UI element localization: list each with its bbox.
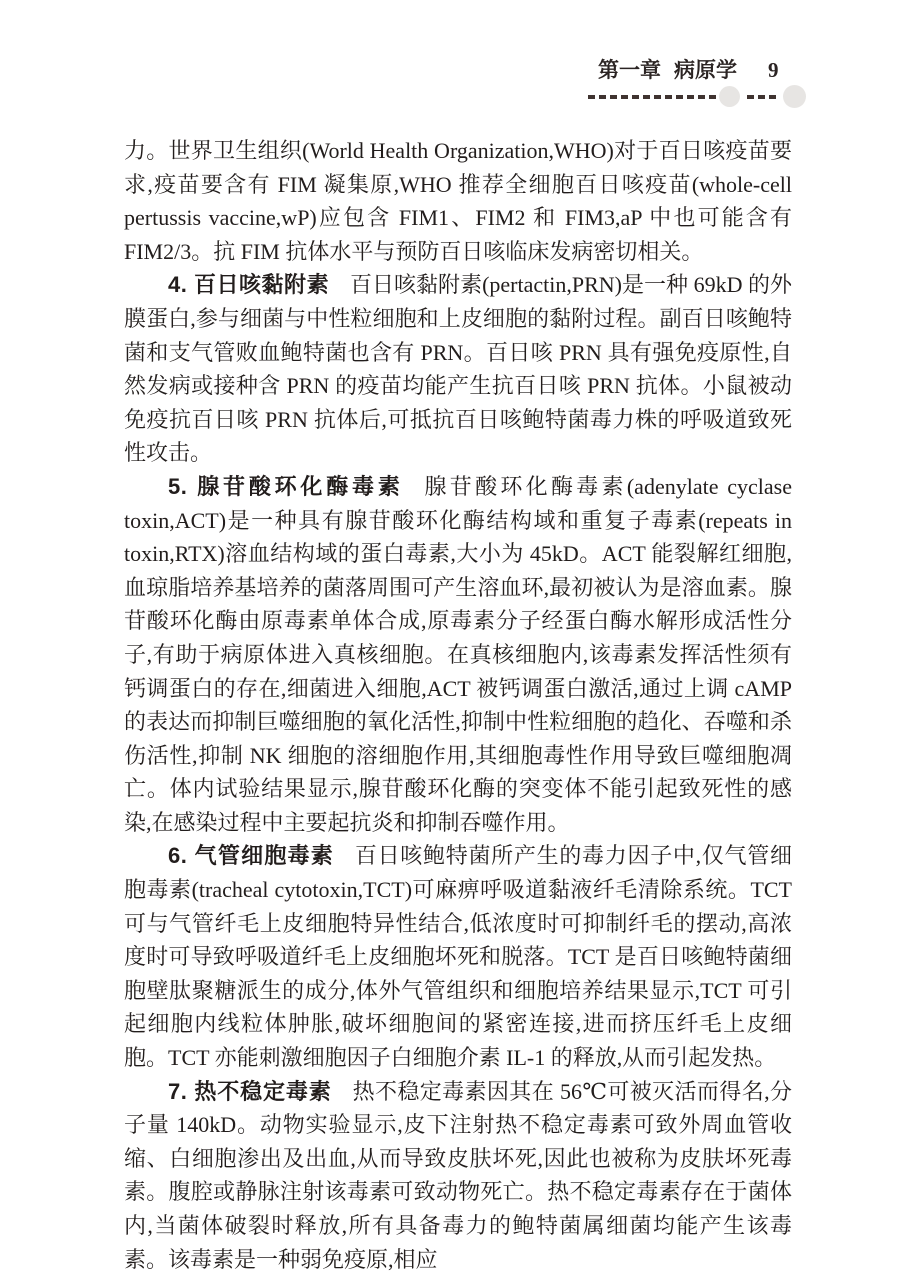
paragraph-text: 腺苷酸环化酶毒素(adenylate cyclase toxin,ACT)是一种具有腺苷酸环化酶结构域和重复子毒素(repeats in toxin,RTX)溶血结构域的蛋白毒素,大小为 45kD。ACT 能裂解红细胞,血琼脂培养基培养的菌落周围可产生溶血环,最初被认为是溶血素。腺苷酸环化酶由原毒素单体合成,原毒素分子经蛋白酶水解形成活性分子,有助于病原体进入真核细胞。在真核细胞内,该毒素发挥活性须有钙调蛋白的存在,细菌进入细胞,ACT 被钙调蛋白激活,通过上调 cAMP 的表达而抑制巨噬细胞的氧化活性,抑制中性粒细胞的趋化、吞噬和杀伤活性,抑制 NK 细胞的溶细胞作用,其细胞毒性作用导致巨噬细胞凋亡。体内试验结果显示,腺苷酸环化酶的突变体不能引起致死性的感染,在感染过程中主要起抗炎和抑制吞噬作用。 [124,473,792,835]
page-number: 9 [768,58,779,82]
paragraph-item-5 [124,470,792,840]
dashed-line [588,95,716,99]
item-heading: 6. 气管细胞毒素 [168,843,334,869]
chapter-label: 第一章 [598,58,661,82]
paragraph-item-6 [124,839,792,1074]
decorative-dot-icon [719,86,740,107]
paragraph-text: 百日咳鲍特菌所产生的毒力因子中,仅气管细胞毒素(tracheal cytotoxin,TCT)可麻痹呼吸道黏液纤毛清除系统。TCT 可与气管纤毛上皮细胞特异性结合,低浓度时可抑制纤毛的摆动,高浓度时可导致呼吸道纤毛上皮细胞坏死和脱落。TCT 是百日咳鲍特菌细胞壁肽聚糖派生的成分,体外气管组织和细胞培养结果显示,TCT 可引起细胞内线粒体肿胀,破坏细胞间的紧密连接,进而挤压纤毛上皮细胞。TCT 亦能刺激细胞因子白细胞介素 IL-1 的释放,从而引起发热。 [124,843,792,1071]
paragraph-text: 热不稳定毒素因其在 56℃可被灭活而得名,分子量 140kD。动物实验显示,皮下注射热不稳定毒素可致外周血管收缩、白细胞渗出及出血,从而导致皮肤坏死,因此也被称为皮肤坏死毒素。腹腔或静脉注射该毒素可致动物死亡。热不稳定毒素存在于菌体内,当菌体破裂时释放,所有具备毒力的鲍特菌属细菌均能产生该毒素。该毒素是一种弱免疫原,相应 [124,1078,792,1272]
header-divider [588,85,806,108]
page-content [124,134,792,1276]
item-heading: 4. 百日咳黏附素 [168,272,330,298]
section-label: 病原学 [674,58,737,82]
running-head-title [598,54,779,84]
paragraph-continuation [124,134,792,268]
paragraph-item-4 [124,268,792,470]
paragraph-item-7 [124,1075,792,1277]
decorative-dot-icon [783,85,806,108]
item-heading: 5. 腺苷酸环化酶毒素 [168,473,404,499]
paragraph-text: 百日咳黏附素(pertactin,PRN)是一种 69kD 的外膜蛋白,参与细菌与中性粒细胞和上皮细胞的黏附过程。副百日咳鲍特菌和支气管败血鲍特菌也含有 PRN。百日咳 PRN 具有强免疫原性,自然发病或接种含 PRN 的疫苗均能产生抗百日咳 PRN 抗体。小鼠被动免疫抗百日咳 PRN 抗体后,可抵抗百日咳鲍特菌毒力株的呼吸道致死性攻击。 [124,272,793,466]
item-heading: 7. 热不稳定毒素 [168,1078,332,1104]
paragraph-text: 力。世界卫生组织(World Health Organization,WHO)对于百日咳疫苗要求,疫苗要含有 FIM 凝集原,WHO 推荐全细胞百日咳疫苗(whole-cell pertussis vaccine,wP)应包含 FIM1、FIM2 和 FIM3,aP 中也可能含有 FIM2/3。抗 FIM 抗体水平与预防百日咳临床发病密切相关。 [124,138,792,264]
dashed-line [747,95,776,99]
